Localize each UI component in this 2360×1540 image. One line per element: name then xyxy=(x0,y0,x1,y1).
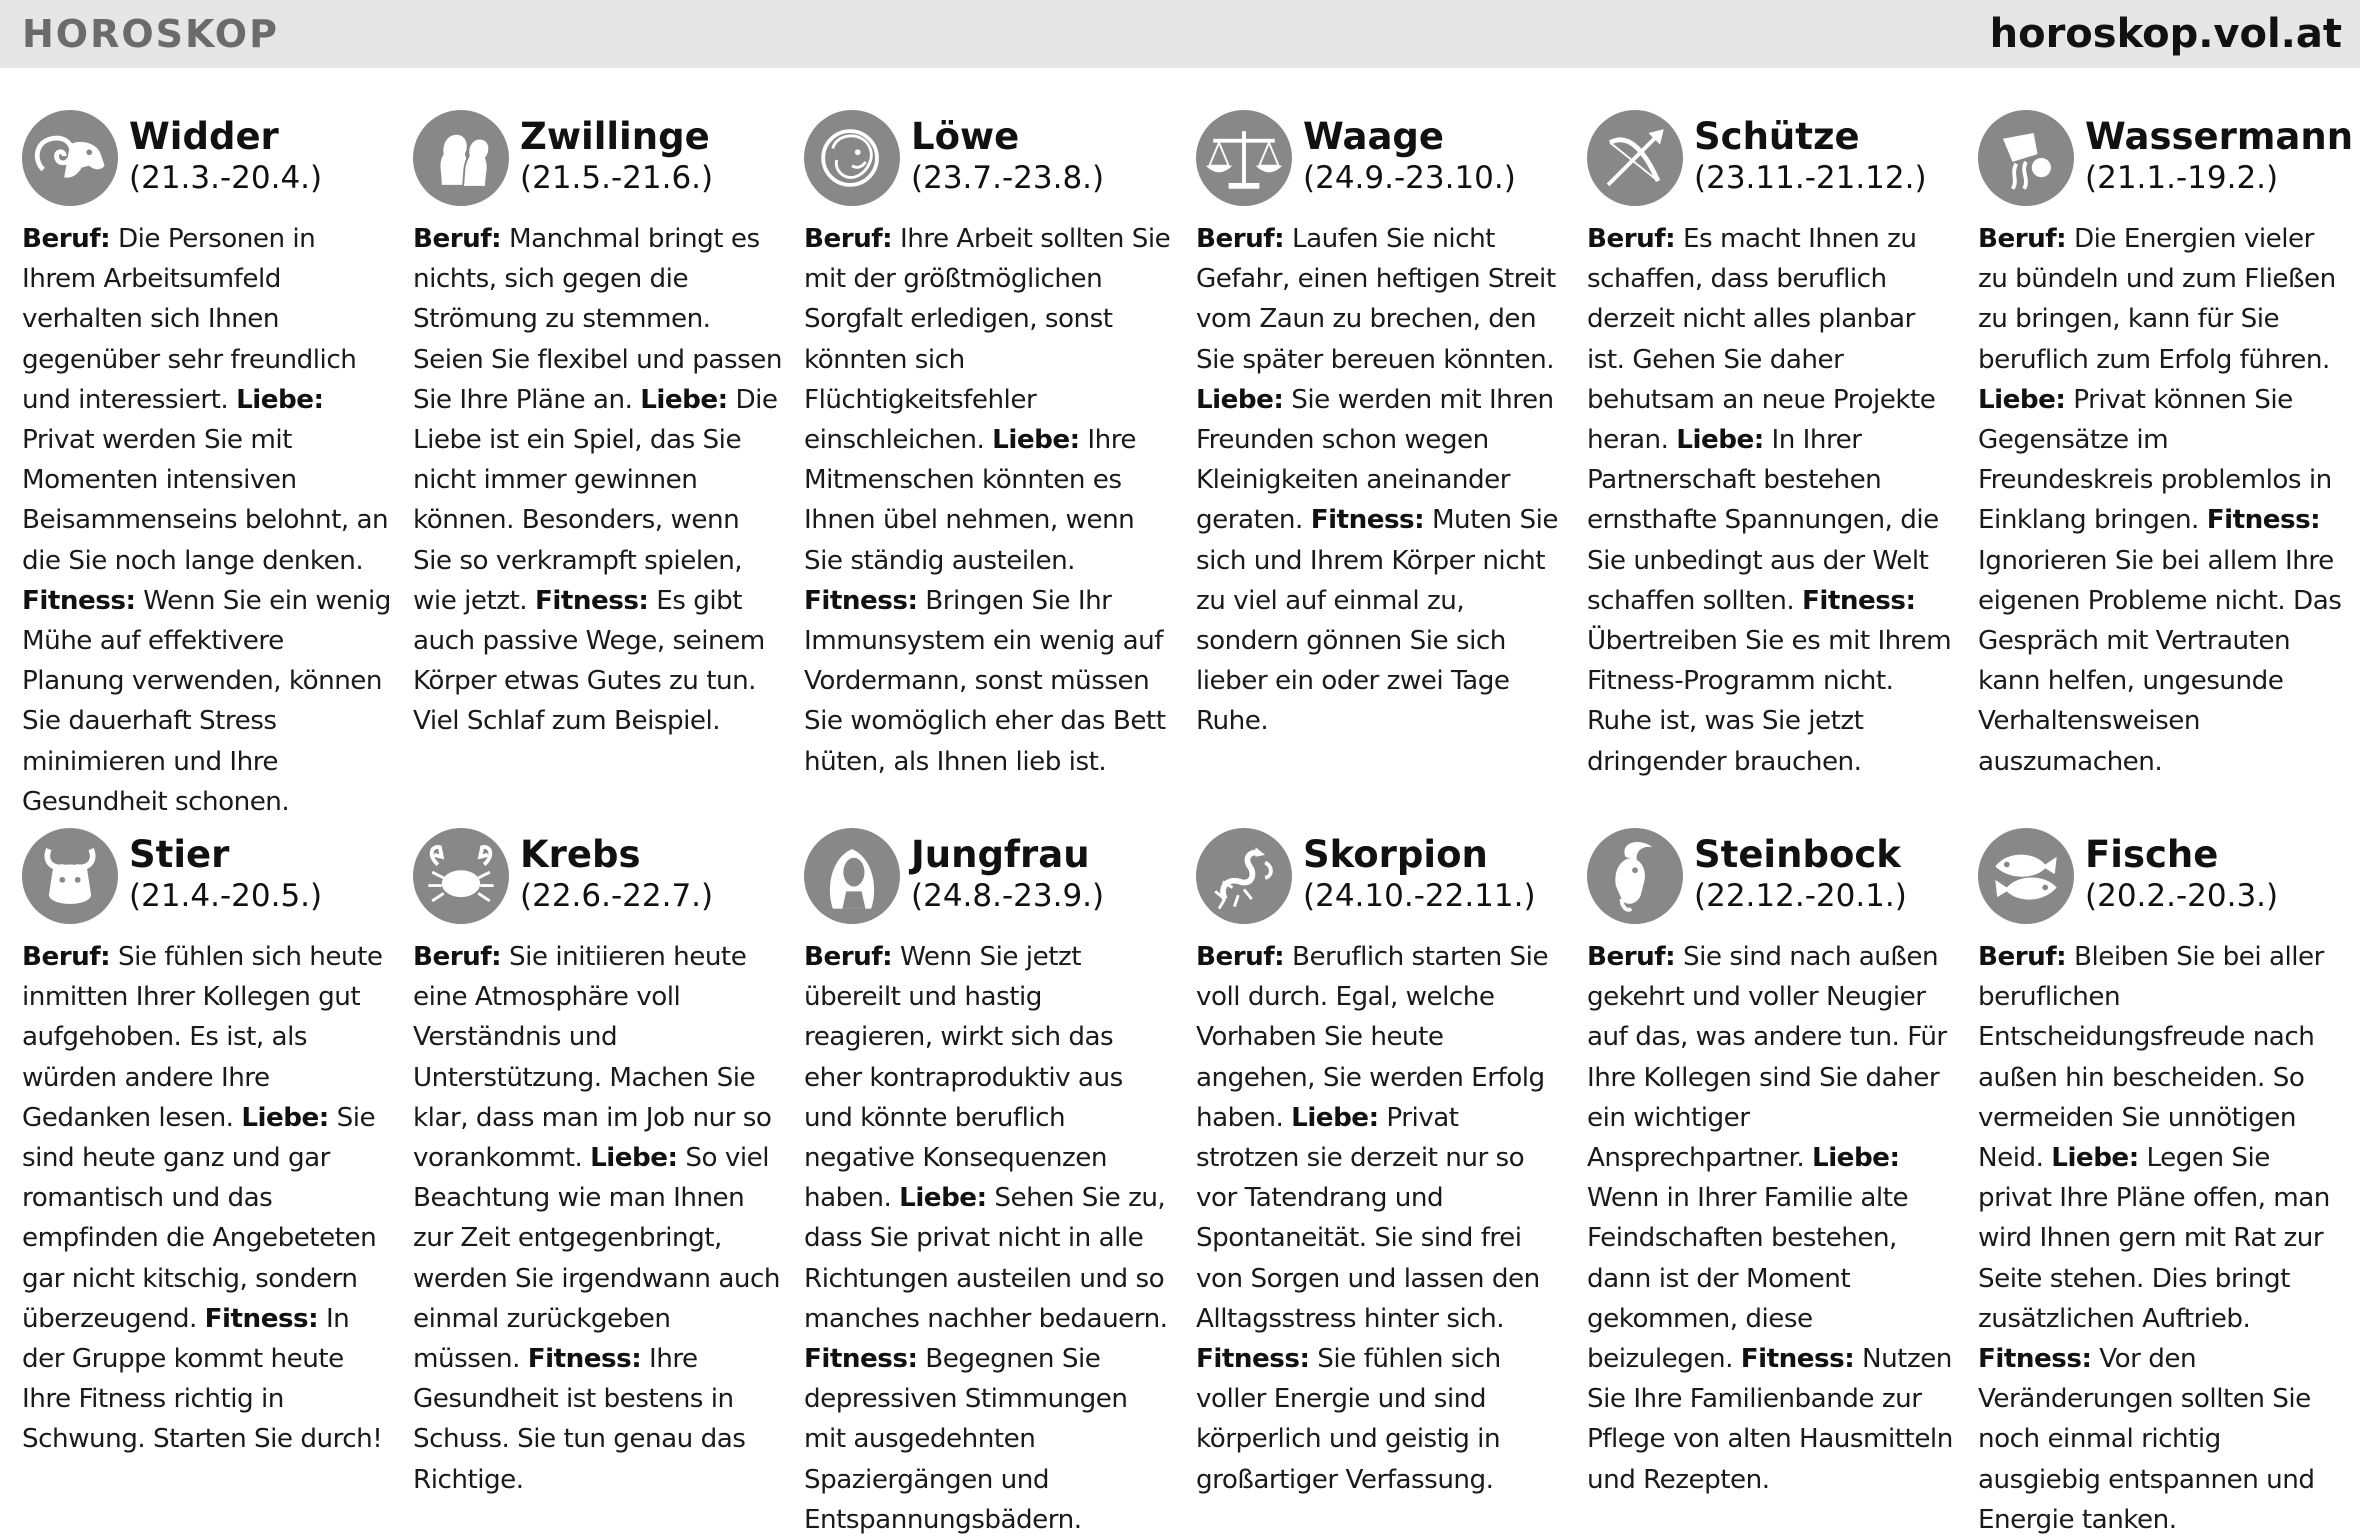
sign-dates: (22.12.-20.1.) xyxy=(1694,878,1907,914)
fitness-label: Fitness: xyxy=(1310,505,1425,536)
beruf-text: Manchmal bringt es nichts, sich gegen die Strömung zu stemmen. Seien Sie flexibel und passen Sie Ihre Pläne an. xyxy=(413,224,782,415)
horoscope-text xyxy=(22,219,392,822)
beruf-text: Beruflich starten Sie voll durch. Egal, welche Vorhaben Sie heute angehen, Sie werden Erfolg haben. xyxy=(1196,942,1549,1133)
fitness-label: Fitness: xyxy=(534,585,649,616)
sign-name: Waage xyxy=(1303,115,1445,158)
sign-dates: (21.3.-20.4.) xyxy=(129,160,323,196)
fitness-text: Übertreiben Sie es mit Ihrem Fitness-Programm nicht. Ruhe ist, was Sie jetzt dringender brauchen. xyxy=(1587,626,1952,777)
website-link[interactable]: horoskop.vol.at xyxy=(1989,11,2342,57)
beruf-label: Beruf: xyxy=(804,224,893,254)
fitness-text: Ignorieren Sie bei allem Ihre eigenen Probleme nicht. Das Gespräch mit Vertrauten kann helfen, ungesunde Verhaltensweisen auszumachen. xyxy=(1978,545,2342,777)
beruf-label: Beruf: xyxy=(22,224,111,254)
ram-icon xyxy=(22,110,118,206)
beruf-text: Die Personen in Ihrem Arbeitsumfeld verhalten sich Ihnen gegenüber sehr freundlich und interessiert. xyxy=(22,224,357,415)
beruf-label: Beruf: xyxy=(413,942,502,972)
sign-name: Löwe xyxy=(911,115,1020,158)
beruf-label: Beruf: xyxy=(1978,224,2067,254)
sign-name: Steinbock xyxy=(1694,833,1901,876)
sign-name: Schütze xyxy=(1694,115,1860,158)
fish-icon xyxy=(1978,828,2074,924)
horoscope-text xyxy=(22,937,392,1460)
fitness-label: Fitness: xyxy=(1802,585,1916,616)
liebe-label: Liebe: xyxy=(1291,1102,1379,1133)
liebe-label: Liebe: xyxy=(1676,425,1764,456)
beruf-label: Beruf: xyxy=(1587,942,1676,972)
fitness-label: Fitness: xyxy=(22,585,136,616)
horoscope-text xyxy=(1587,937,1957,1500)
archer-bow-icon xyxy=(1587,110,1683,206)
liebe-label: Liebe: xyxy=(1978,384,2066,415)
fitness-label: Fitness: xyxy=(1740,1344,1855,1375)
sign-name: Zwillinge xyxy=(520,115,710,158)
fitness-text: Wenn Sie ein wenig Mühe auf effektivere Planung verwenden, können Sie dauerhaft Stress minimieren und Ihre Gesundheit schonen. xyxy=(22,585,391,817)
sign-dates: (20.2.-20.3.) xyxy=(2085,878,2279,914)
liebe-text: Privat werden Sie mit Momenten intensiven Beisammenseins belohnt, an die Sie noch lange denken. xyxy=(22,425,389,576)
liebe-label: Liebe: xyxy=(992,425,1080,456)
liebe-text: So viel Beachtung wie man Ihnen zur Zeit entgegenbringt, werden Sie irgendwann auch einmal zurückgeben müssen. xyxy=(413,1143,780,1375)
beruf-label: Beruf: xyxy=(22,942,111,972)
horoscope-text xyxy=(1587,219,1957,782)
horoscope-text xyxy=(1978,219,2348,782)
beruf-text: Wenn Sie jetzt übereilt und hastig reagieren, wirkt sich das eher kontraproduktiv aus und könnte beruflich negative Konsequenzen haben. xyxy=(804,942,1123,1214)
beruf-text: Ihre Arbeit sollten Sie mit der größtmöglichen Sorgfalt erledigen, sonst könnten sich Flüchtigkeitsfehler einschleichen. xyxy=(804,224,1171,456)
horoscope-text xyxy=(1978,937,2348,1540)
virgin-icon xyxy=(804,828,900,924)
sign-name: Stier xyxy=(129,833,230,876)
liebe-text: Sie werden mit Ihren Freunden schon wegen Kleinigkeiten aneinander geraten. xyxy=(1196,384,1554,536)
sign-dates: (21.4.-20.5.) xyxy=(129,878,323,914)
goat-icon xyxy=(1587,828,1683,924)
beruf-label: Beruf: xyxy=(1196,224,1285,254)
twins-icon xyxy=(413,110,509,206)
fitness-text: Vor den Veränderungen sollten Sie noch einmal richtig ausgiebig entspannen und Energie tanken. xyxy=(1978,1344,2315,1535)
horoscope-text xyxy=(413,937,783,1500)
sign-dates: (21.5.-21.6.) xyxy=(520,160,714,196)
beruf-text: Sie initiieren heute eine Atmosphäre voll Verständnis und Unterstützung. Machen Sie klar, dass man im Job nur so vorankommt. xyxy=(413,942,772,1174)
beruf-text: Sie sind nach außen gekehrt und voller Neugier auf das, was andere tun. Für Ihre Kollegen sind Sie daher ein wichtiger Ansprechpartner. xyxy=(1587,942,1947,1174)
liebe-text: Sie sind heute ganz und gar romantisch und das empfinden die Angebeteten gar nicht kitschig, sondern überzeugend. xyxy=(22,1102,377,1334)
liebe-text: Legen Sie privat Ihre Pläne offen, man wird Ihnen gern mit Rat zur Seite stehen. Dies bringt zusätzlichen Auftrieb. xyxy=(1978,1143,2330,1334)
liebe-label: Liebe: xyxy=(590,1143,678,1174)
fitness-label: Fitness: xyxy=(1978,1344,2092,1375)
beruf-text: Es macht Ihnen zu schaffen, dass beruflich derzeit nicht alles planbar ist. Gehen Sie daher behutsam an neue Projekte heran. xyxy=(1587,224,1936,456)
beruf-label: Beruf: xyxy=(1978,942,2067,972)
sign-dates: (22.6.-22.7.) xyxy=(520,878,714,914)
sign-name: Krebs xyxy=(520,833,641,876)
water-bearer-icon xyxy=(1978,110,2074,206)
liebe-label: Liebe: xyxy=(2051,1143,2139,1174)
horoscope-text xyxy=(1196,937,1566,1500)
sign-name: Fische xyxy=(2085,833,2219,876)
liebe-text: Wenn in Ihrer Familie alte Feindschaften bestehen, dann ist der Moment gekommen, diese beizulegen. xyxy=(1587,1183,1909,1375)
fitness-text: Begegnen Sie depressiven Stimmungen mit ausgedehnten Spaziergängen und Entspannungsbädern. xyxy=(804,1344,1128,1535)
horoscope-text xyxy=(804,219,1174,782)
fitness-text: Sie fühlen sich voller Energie und sind körperlich und geistig in großartiger Verfassung. xyxy=(1196,1344,1501,1495)
liebe-label: Liebe: xyxy=(1812,1143,1900,1174)
horoscope-text xyxy=(1196,219,1566,742)
sign-name: Skorpion xyxy=(1303,833,1488,876)
sign-dates: (23.11.-21.12.) xyxy=(1694,160,1927,196)
scorpion-icon xyxy=(1196,828,1292,924)
liebe-text: Privat können Sie Gegensätze im Freundeskreis problemlos in Einklang bringen. xyxy=(1978,384,2332,536)
liebe-text: Ihre Mitmenschen könnten es Ihnen übel nehmen, wenn Sie ständig austeilen. xyxy=(804,425,1137,576)
sign-dates: (24.8.-23.9.) xyxy=(911,878,1105,914)
sign-dates: (24.10.-22.11.) xyxy=(1303,878,1536,914)
fitness-label: Fitness: xyxy=(804,1344,918,1375)
sign-name: Wassermann xyxy=(2085,115,2354,158)
beruf-label: Beruf: xyxy=(1587,224,1676,254)
fitness-label: Fitness: xyxy=(1196,1344,1310,1375)
beruf-label: Beruf: xyxy=(1196,942,1285,972)
liebe-label: Liebe: xyxy=(1196,384,1284,415)
crab-icon xyxy=(413,828,509,924)
sign-dates: (23.7.-23.8.) xyxy=(911,160,1105,196)
horoscope-text xyxy=(413,219,783,742)
sign-name: Widder xyxy=(129,115,279,158)
fitness-text: Muten Sie sich und Ihrem Körper nicht zu viel auf einmal zu, sondern gönnen Sie sich lieber ein oder zwei Tage Ruhe. xyxy=(1196,505,1558,737)
beruf-label: Beruf: xyxy=(804,942,893,972)
beruf-label: Beruf: xyxy=(413,224,502,254)
liebe-text: Sehen Sie zu, dass Sie privat nicht in alle Richtungen austeilen und so manches nachher bedauern. xyxy=(804,1183,1168,1334)
beruf-text: Laufen Sie nicht Gefahr, einen heftigen Streit vom Zaun zu brechen, den Sie später bereuen könnten. xyxy=(1196,224,1556,375)
liebe-text: In Ihrer Partnerschaft bestehen ernsthafte Spannungen, die Sie unbedingt aus der Welt schaffen sollten. xyxy=(1587,425,1939,616)
liebe-text: Privat strotzen sie derzeit nur so vor Tatendrang und Spontaneität. Sie sind frei von Sorgen und lassen den Alltagsstress hinter sich. xyxy=(1196,1102,1540,1334)
liebe-label: Liebe: xyxy=(236,384,324,415)
lion-icon xyxy=(804,110,900,206)
liebe-label: Liebe: xyxy=(640,384,728,415)
fitness-text: Bringen Sie Ihr Immunsystem ein wenig auf Vordermann, sonst müssen Sie womöglich eher das Bett hüten, als Ihnen lieb ist. xyxy=(804,585,1166,777)
bull-icon xyxy=(22,828,118,924)
liebe-label: Liebe: xyxy=(899,1183,987,1214)
liebe-label: Liebe: xyxy=(241,1102,329,1133)
beruf-text: Sie fühlen sich heute inmitten Ihrer Kollegen gut aufgehoben. Es ist, als würden andere Ihre Gedanken lesen. xyxy=(22,942,383,1133)
fitness-text: Nutzen Sie Ihre Familienbande zur Pflege von alten Hausmitteln und Rezepten. xyxy=(1587,1344,1953,1495)
section-title: HOROSKOP xyxy=(22,12,279,56)
beruf-text: Die Energien vieler zu bündeln und zum Fließen zu bringen, kann für Sie beruflich zum Erfolg führen. xyxy=(1978,224,2336,375)
fitness-label: Fitness: xyxy=(2206,505,2321,536)
fitness-text: Es gibt auch passive Wege, seinem Körper etwas Gutes zu tun. Viel Schlaf zum Beispiel. xyxy=(413,585,765,737)
fitness-text: In der Gruppe kommt heute Ihre Fitness richtig in Schwung. Starten Sie durch! xyxy=(22,1303,383,1455)
horoscope-grid xyxy=(0,68,2360,1535)
fitness-label: Fitness: xyxy=(527,1344,642,1375)
fitness-label: Fitness: xyxy=(804,585,918,616)
fitness-label: Fitness: xyxy=(204,1303,319,1334)
sign-dates: (24.9.-23.10.) xyxy=(1303,160,1516,196)
liebe-text: Die Liebe ist ein Spiel, das Sie nicht immer gewinnen können. Besonders, wenn Sie so verkrampft spielen, wie jetzt. xyxy=(413,384,778,616)
header-bar xyxy=(0,0,2360,68)
beruf-text: Bleiben Sie bei aller beruflichen Entscheidungsfreude nach außen hin bescheiden. So vermeiden Sie unnötigen Neid. xyxy=(1978,942,2324,1174)
sign-dates: (21.1.-19.2.) xyxy=(2085,160,2279,196)
fitness-text: Ihre Gesundheit ist bestens in Schuss. Sie tun genau das Richtige. xyxy=(413,1344,746,1495)
horoscope-text xyxy=(804,937,1174,1540)
scales-icon xyxy=(1196,110,1292,206)
sign-name: Jungfrau xyxy=(911,833,1090,876)
